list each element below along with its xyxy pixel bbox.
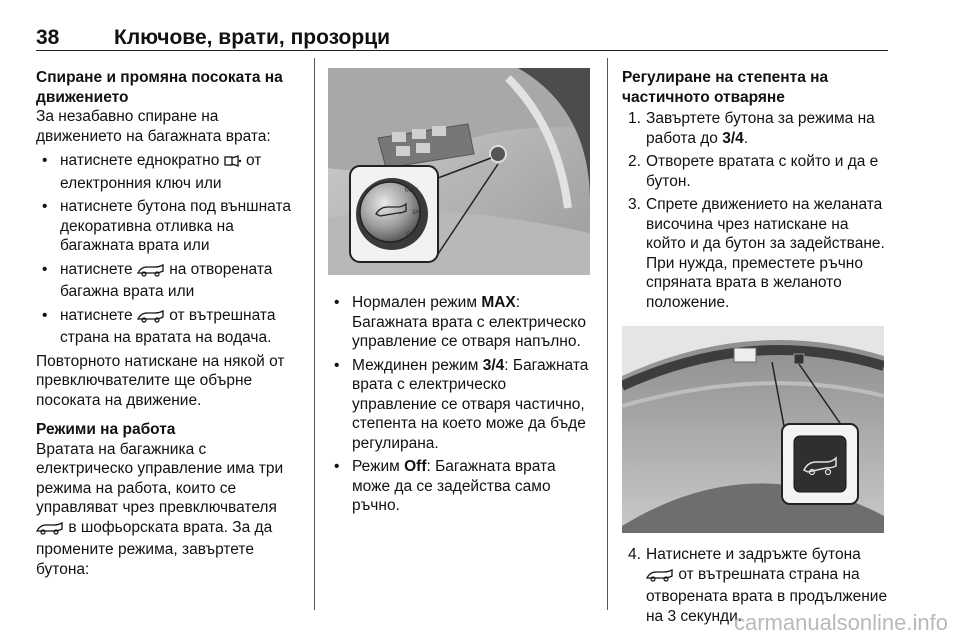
- bullet-icon: •: [42, 306, 48, 324]
- list-item: • натиснете на отворената багажна врата или: [42, 260, 273, 300]
- dial-label-max: MAX: [405, 188, 419, 194]
- header-rule: [36, 50, 888, 51]
- bullet-icon: •: [42, 198, 48, 215]
- column-divider-1: [314, 58, 315, 610]
- car-trunk-icon: [137, 309, 165, 329]
- section-heading-modes: Режими на работа: [36, 421, 176, 438]
- list-item: 4. Натиснете и задръжте бутона от вътрешната страна на отворената врата в продължение на 3 секунди.: [628, 546, 888, 625]
- list-item: 1. Завъртете бутона за режима на работа до 3/4.: [628, 110, 875, 147]
- stop-bullet-list: [36, 151, 298, 348]
- bullet-icon: •: [334, 294, 340, 311]
- section-heading-partial: Регулиране на степента на частичното отваряне: [622, 69, 829, 106]
- list-item: • натиснете от вътрешната страна на вратата на водача.: [42, 306, 276, 346]
- column-divider-2: [607, 58, 608, 610]
- column-left: [36, 68, 298, 579]
- mode-bullet-list: [328, 293, 590, 516]
- list-item: 3. Спрете движението на желаната височина чрез натискане на който и да бутон за задействане. При нужда, преместете ръчно спряната врата в желаното положение.: [628, 196, 885, 311]
- list-item: 2. Отворете вратата с който и да е бутон.: [628, 153, 879, 190]
- page-header: [36, 26, 888, 56]
- page-title: Ключове, врати, прозорци: [114, 26, 391, 49]
- list-item: • Нормален режим MAX: Багажната врата с електрическо управление се отваря напълно.: [334, 294, 586, 350]
- list-item: • Междинен режим 3/4: Багажната врата с електрическо управление се отваря частично, степента на което може да бъде регулирана.: [334, 356, 589, 452]
- tailgate-button-illustration: [622, 326, 884, 533]
- column-right: [622, 68, 888, 630]
- dial-label-off: OFF: [406, 232, 418, 238]
- car-trunk-icon: [646, 568, 674, 588]
- trunk-key-icon: [224, 154, 242, 174]
- section-outro-stop: Повторното натискане на някой от превключвателите ще обърне посоката на движение.: [36, 352, 285, 409]
- bullet-icon: •: [42, 260, 48, 278]
- car-trunk-icon: [137, 263, 165, 283]
- car-trunk-icon: [36, 521, 64, 541]
- bullet-icon: •: [42, 152, 48, 169]
- steps-list: [622, 109, 888, 312]
- page-number: 38: [36, 26, 60, 49]
- dial-label-mid: 3/4: [412, 210, 421, 216]
- bullet-icon: •: [334, 458, 340, 475]
- bullet-icon: •: [334, 356, 340, 374]
- modes-paragraph: Вратата на багажника с електрическо управление има три режима на работа, които се управляват чрез превключвателя в шофьорската врата. За да промените режима, завъртете бутона:: [36, 440, 284, 578]
- list-item: • натиснете еднократно от електронния ключ или: [42, 152, 262, 192]
- watermark: carmanualsonline.info: [733, 610, 948, 635]
- door-switch-illustration: [328, 68, 590, 275]
- section-intro-stop: За незабавно спиране на движението на багажната врата:: [36, 108, 271, 145]
- section-heading-stop: Спиране и промяна посоката на движението: [36, 69, 283, 106]
- list-item: • натиснете бутона под външната декоративна отливка на багажната врата или: [42, 198, 291, 254]
- column-middle: [328, 68, 590, 520]
- list-item: • Режим Off: Багажната врата може да се задейства само ръчно.: [334, 458, 556, 514]
